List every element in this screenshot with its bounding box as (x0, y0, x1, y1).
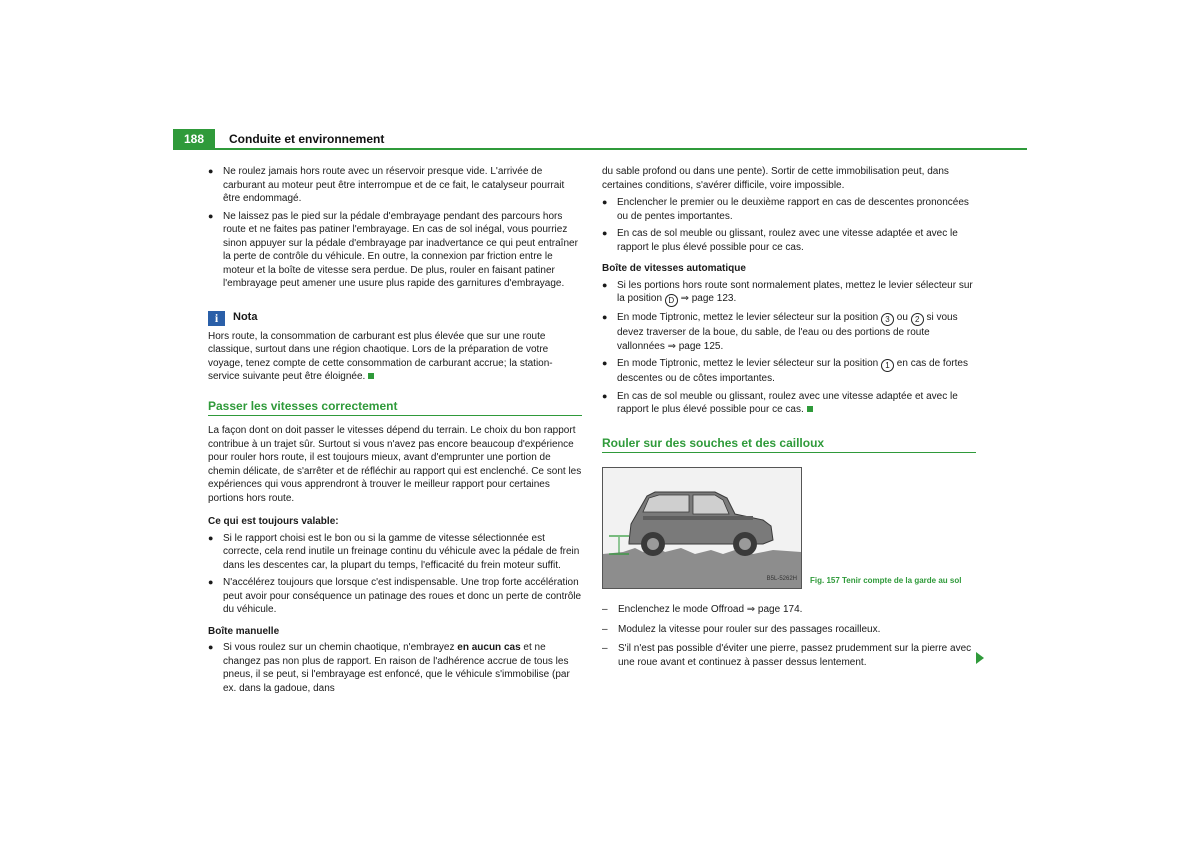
selector-2-icon: 2 (911, 313, 924, 326)
bullet-icon: ● (602, 312, 608, 322)
left-column (208, 165, 582, 699)
end-mark-icon (807, 406, 813, 412)
nota-box (208, 311, 582, 384)
list-item: – Enclenchez le mode Offroad ⇒ page 174. (602, 604, 803, 615)
bullet-icon: ● (208, 210, 214, 221)
list-item: ● En mode Tiptronic, mettez le levier sélecteur sur la position 1 en cas de fortes descentes ou de côtes importantes. (602, 358, 968, 384)
list-item: ● Si vous roulez sur un chemin chaotique, n'embrayez en aucun cas et ne changez pas non plus de rapport. En raison de l'adhérence accrue de tous les pneus, il se peut, si l'embrayage est enfoncé, que le véhicule s'immobilise (par ex. dans la gadoue, dans (208, 642, 570, 694)
bullet-icon: ● (602, 197, 608, 207)
bullet-icon: ● (208, 166, 214, 176)
section-title: Rouler sur des souches et des cailloux (602, 437, 976, 454)
section-title: Passer les vitesses correctement (208, 400, 582, 417)
car-on-rocks-illustration (603, 468, 801, 588)
subheading: Boîte manuelle (208, 625, 280, 637)
figure (602, 467, 976, 589)
subheading: Ce qui est toujours valable: (208, 516, 339, 527)
end-mark-icon (368, 373, 374, 379)
page-number: 188 (173, 129, 215, 149)
selector-d-icon: D (665, 294, 678, 307)
bullet-icon: ● (602, 279, 608, 290)
list-item: – Modulez la vitesse pour rouler sur des passages rocailleux. (602, 623, 881, 635)
bullet-icon: ● (602, 358, 608, 368)
list-item: ● Si les portions hors route sont normalement plates, mettez le levier sélecteur sur la position D ⇒ page 123. (602, 279, 973, 305)
nota-title: Nota (233, 311, 258, 324)
figure-code: B5L-5262H (766, 575, 797, 582)
paragraph: La façon dont on doit passer le vitesses dépend du terrain. Le choix du bon rapport contribue à un trajet sûr. Surtout si vous n'avez pas encore beaucoup d'expérience pour rouler hors route, il est toujours mieux, avant d'emprunter une portion de chemin délicate, de s'arrêter et de réfléchir au rapport qui est enclenché. Ce sont les expériences qui vous apprendront à trouver le meilleur rapport pour certaines portions hors route. (208, 425, 582, 504)
bullet-icon: ● (208, 642, 214, 652)
info-icon: i (208, 311, 225, 326)
subheading: Boîte de vitesses automatique (602, 263, 746, 274)
bullet-icon: ● (602, 228, 608, 238)
figure-caption: Fig. 157 Tenir compte de la garde au sol (810, 575, 962, 585)
selector-3-icon: 3 (881, 313, 894, 326)
list-item: ● En cas de sol meuble ou glissant, roulez avec une vitesse adaptée et avec le rapport le plus élevé possible pour ce cas. (602, 228, 958, 253)
bullet-icon: ● (208, 577, 214, 587)
bullet-icon: ● (602, 390, 608, 401)
next-page-arrow-icon (976, 652, 984, 664)
right-column (602, 165, 976, 675)
selector-1-icon: 1 (881, 359, 894, 372)
nota-text: Hors route, la consommation de carburant est plus élevée que sur une route classique, surtout dans une région chaotique. Lors de la préparation de votre voyage, tenez compte de cette consommation de carburant accrue; la station-service suivante peut être éloignée. (208, 330, 553, 382)
bullet-icon: ● (208, 532, 214, 543)
list-item: ● N'accélérez toujours que lorsque c'est indispensable. Une trop forte accélération peut avoir pour conséquence un patinage des roues et donc un perte de contrôle du véhicule. (208, 577, 582, 615)
chapter-title: Conduite et environnement (229, 132, 385, 146)
paragraph: du sable profond ou dans une pente). Sortir de cette immobilisation peut, dans certaines conditions, s'avérer difficile, voire impossible. (602, 166, 949, 191)
list-item: ● En mode Tiptronic, mettez le levier sélecteur sur la position 3 ou 2 si vous devez traverser de la boue, du sable, de l'eau ou des portions de route vallonnées ⇒ page 125. (602, 312, 958, 352)
header-rule (173, 148, 1027, 150)
list-item: – S'il n'est pas possible d'éviter une pierre, passez prudemment sur la pierre avec une roue avant et continuez à passer dessus lentement. (602, 643, 972, 668)
list-item: ● En cas de sol meuble ou glissant, roulez avec une vitesse adaptée et avec le rapport le plus élevé possible pour ce cas. (602, 390, 958, 415)
figure-image (602, 467, 802, 589)
list-item: ● Ne roulez jamais hors route avec un réservoir presque vide. L'arrivée de carburant au moteur peut être interrompue et de ce fait, le catalyseur pourrait être endommagé. (208, 166, 565, 204)
list-item: ● Si le rapport choisi est le bon ou si la gamme de vitesse sélectionnée est correcte, cela rend inutile un freinage continu du véhicule avec la pédale de frein dans les descentes car, la plupart du temps, l'efficacité du frein moteur suffit. (208, 532, 580, 571)
list-item: ● Ne laissez pas le pied sur la pédale d'embrayage pendant des parcours hors route et ne faites pas patiner l'embrayage. En cas de sol inégal, vous pourriez sinon appuyer sur la pédale d'embrayage par inadvertance ce qui peut entraîner la perte de contrôle du véhicule. En outre, la connexion par friction entre le moteur et la boîte de vitesse sera perdue. De plus, rouler en faisant patiner l'embrayage peut amener une usure plus rapide des garnitures d'embrayage. (208, 210, 578, 289)
list-item: ● Enclencher le premier ou le deuxième rapport en cas de descentes prononcées ou de pentes importantes. (602, 197, 969, 222)
